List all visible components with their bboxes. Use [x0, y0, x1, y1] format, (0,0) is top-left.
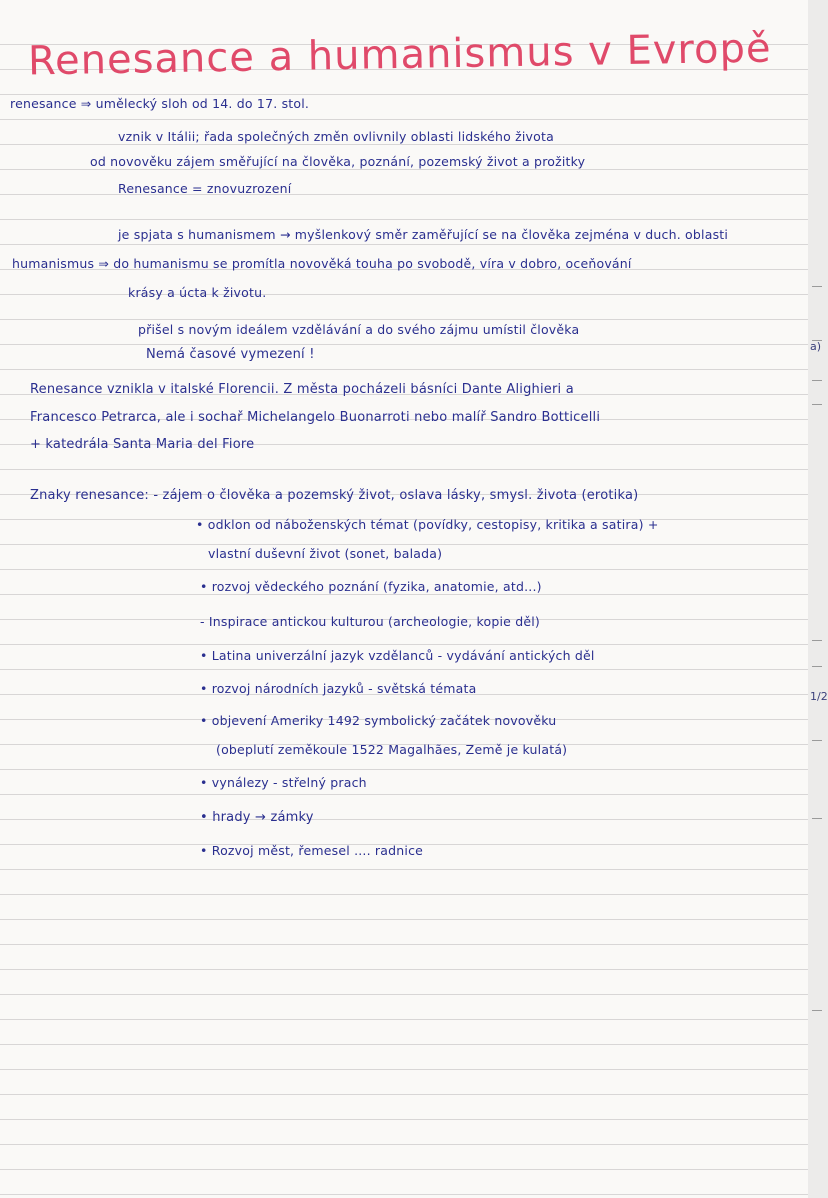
note-line: vznik v Itálii; řada společných změn ovlivnily oblasti lidského života — [118, 129, 554, 144]
note-line: je spjata s humanismem → myšlenkový směr zaměřující se na člověka zejména v duch. oblasti — [118, 227, 729, 242]
note-line: • objevení Ameriky 1492 symbolický začátek novověku — [200, 713, 557, 728]
note-line: Francesco Petrarca, ale i sochař Michelangelo Buonarroti nebo malíř Sandro Botticelli — [30, 410, 601, 425]
note-line: od novověku zájem směřující na člověka, poznání, pozemský život a prožitky — [90, 154, 586, 169]
note-line: humanismus ⇒ do humanismu se promítla novověká touha po svobodě, víra v dobro, oceňování — [12, 256, 632, 271]
margin-tick — [812, 640, 822, 641]
note-line: • Latina univerzální jazyk vzdělanců - vydávání antických děl — [200, 648, 595, 663]
note-line: • hrady → zámky — [200, 810, 314, 825]
note-line: - Inspirace antickou kulturou (archeologie, kopie děl) — [200, 614, 540, 629]
note-line: Nemá časové vymezení ! — [146, 347, 315, 362]
margin-tick — [812, 380, 822, 381]
note-line: Renesance vznikla v italské Florencii. Z města pocházeli básníci Dante Alighieri a — [30, 382, 574, 397]
note-line: přišel s novým ideálem vzdělávání a do svého zájmu umístil člověka — [138, 322, 580, 337]
margin-tick — [812, 740, 822, 741]
note-line: renesance ⇒ umělecký sloh od 14. do 17. stol. — [10, 96, 310, 111]
note-line: Renesance = znovuzrození — [118, 181, 292, 196]
margin-tick — [812, 404, 822, 405]
note-line: + katedrála Santa Maria del Fiore — [30, 437, 255, 452]
margin-tick — [812, 286, 822, 287]
next-page-edge — [808, 0, 828, 1198]
page-title: Renesance a humanismus v Evropě — [27, 25, 772, 85]
note-line: (obeplutí zeměkoule 1522 Magalhães, Země je kulatá) — [216, 742, 568, 757]
note-line: Znaky renesance: - zájem o člověka a pozemský život, oslava lásky, smysl. života (erotika) — [30, 488, 639, 503]
note-line: • rozvoj národních jazyků - světská témata — [200, 681, 477, 696]
margin-tick — [812, 818, 822, 819]
note-line: • rozvoj vědeckého poznání (fyzika, anatomie, atd...) — [200, 579, 542, 594]
note-line: • odklon od náboženských témat (povídky, cestopisy, kritika a satira) + — [196, 517, 659, 532]
margin-mark: 1/2 — [810, 690, 828, 703]
note-line: vlastní duševní život (sonet, balada) — [208, 546, 443, 561]
note-line: krásy a úcta k životu. — [128, 285, 267, 300]
margin-tick — [812, 666, 822, 667]
margin-tick — [812, 1010, 822, 1011]
note-line: • vynálezy - střelný prach — [200, 775, 367, 790]
margin-mark: a) — [810, 340, 822, 353]
note-line: • Rozvoj měst, řemesel .... radnice — [200, 843, 424, 858]
